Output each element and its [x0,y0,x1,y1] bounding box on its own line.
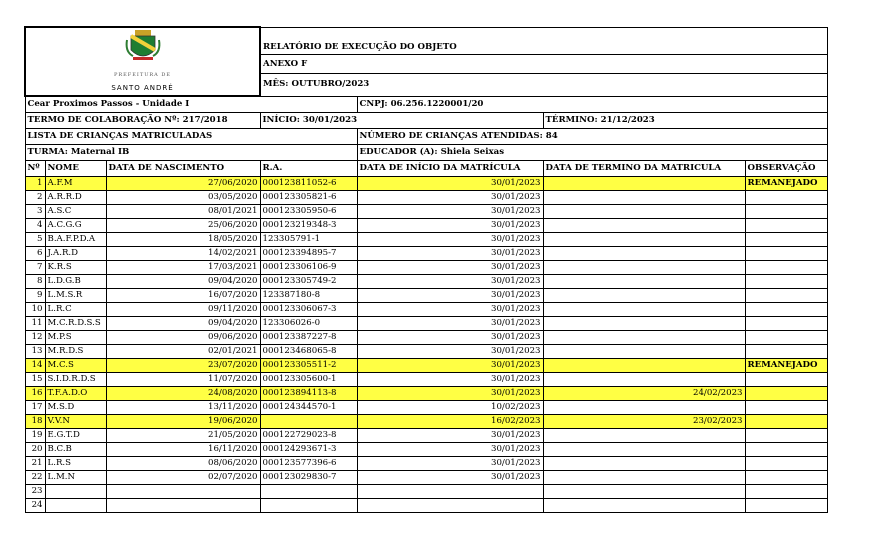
row-number: 16 [25,387,45,401]
table-row [25,303,827,317]
row-name: S.I.D.R.D.S [45,373,106,387]
row-ra: 123306026-0 [260,317,357,331]
row-birth-date: 19/06/2020 [106,415,260,429]
table-row [25,275,827,289]
row-observation [745,457,827,471]
row-start-date: 30/01/2023 [357,219,543,233]
row-birth-date: 02/01/2021 [106,345,260,359]
row-number: 24 [25,499,45,513]
class-label: TURMA: Maternal IB [25,145,357,161]
row-name: J.A.R.D [45,247,106,261]
row-name: M.P.S [45,331,106,345]
row-start-date: 30/01/2023 [357,317,543,331]
table-row [25,289,827,303]
row-observation [745,303,827,317]
report-sheet [24,26,828,513]
table-row [25,219,827,233]
row-start-date: 16/02/2023 [357,415,543,429]
table-row [25,233,827,247]
row-end-date [543,177,745,191]
table-row [25,415,827,429]
row-birth-date: 21/05/2020 [106,429,260,443]
row-birth-date: 08/01/2021 [106,205,260,219]
row-name: M.C.R.D.S.S [45,317,106,331]
end-label: TÉRMINO: 21/12/2023 [543,113,827,129]
row-number: 3 [25,205,45,219]
table-row [25,471,827,485]
row-observation [745,415,827,429]
row-observation [745,247,827,261]
row-birth-date [106,499,260,513]
row-observation [745,499,827,513]
row-end-date [543,345,745,359]
row-start-date: 30/01/2023 [357,247,543,261]
row-observation [745,191,827,205]
logo-cell [25,27,260,96]
row-end-date [543,457,745,471]
row-number: 1 [25,177,45,191]
row-ra: 000123811052-6 [260,177,357,191]
table-row [25,177,827,191]
term-label: TERMO DE COLABORAÇÃO Nº: 217/2018 [25,113,260,129]
table-row [25,317,827,331]
col-start: DATA DE INÍCIO DA MATRÍCULA [357,161,543,177]
row-name: V.V.N [45,415,106,429]
row-start-date: 30/01/2023 [357,331,543,345]
row-end-date [543,261,745,275]
row-ra: 000123577396-6 [260,457,357,471]
row-number: 10 [25,303,45,317]
row-number: 11 [25,317,45,331]
row-name: A.S.C [45,205,106,219]
row-birth-date: 17/03/2021 [106,261,260,275]
row-number: 22 [25,471,45,485]
row-number: 15 [25,373,45,387]
col-ra: R.A. [260,161,357,177]
table-row [25,373,827,387]
row-end-date [543,429,745,443]
row-end-date [543,359,745,373]
row-start-date [357,499,543,513]
row-birth-date: 16/11/2020 [106,443,260,457]
table-row [25,387,827,401]
row-observation [745,373,827,387]
row-end-date [543,247,745,261]
row-ra: 000123305821-6 [260,191,357,205]
row-ra [260,499,357,513]
row-name: K.R.S [45,261,106,275]
row-start-date: 30/01/2023 [357,457,543,471]
row-ra [260,485,357,499]
row-ra: 000123894113-8 [260,387,357,401]
table-row [25,205,827,219]
table-row [25,401,827,415]
row-number: 23 [25,485,45,499]
row-number: 8 [25,275,45,289]
row-birth-date: 14/02/2021 [106,247,260,261]
table-row [25,261,827,275]
row-ra: 000123305511-2 [260,359,357,373]
table-row [25,331,827,345]
row-birth-date [106,485,260,499]
row-end-date [543,289,745,303]
row-birth-date: 11/07/2020 [106,373,260,387]
table-row [25,191,827,205]
row-name: B.A.F.P.D.A [45,233,106,247]
row-number: 2 [25,191,45,205]
row-observation: REMANEJADO [745,177,827,191]
table-row [25,247,827,261]
row-ra: 000123029830-7 [260,471,357,485]
table-row [25,443,827,457]
row-ra: 000123468065-8 [260,345,357,359]
row-birth-date: 09/04/2020 [106,275,260,289]
report-title: RELATÓRIO DE EXECUÇÃO DO OBJETO [260,27,827,55]
row-birth-date: 13/11/2020 [106,401,260,415]
month-label: MÊS: OUTUBRO/2023 [260,73,827,96]
row-start-date: 30/01/2023 [357,373,543,387]
row-ra: 000124344570-1 [260,401,357,415]
row-observation [745,289,827,303]
row-end-date [543,233,745,247]
row-observation [745,219,827,233]
row-observation [745,331,827,345]
row-ra: 000124293671-3 [260,443,357,457]
row-number: 20 [25,443,45,457]
row-birth-date: 18/05/2020 [106,233,260,247]
row-name: M.S.D [45,401,106,415]
row-start-date: 30/01/2023 [357,289,543,303]
row-birth-date: 16/07/2020 [106,289,260,303]
row-start-date: 30/01/2023 [357,205,543,219]
row-observation [745,205,827,219]
row-name: L.M.S.R [45,289,106,303]
row-name [45,499,106,513]
row-end-date [543,373,745,387]
row-observation [745,387,827,401]
row-birth-date: 09/11/2020 [106,303,260,317]
row-name: A.R.R.D [45,191,106,205]
col-observation: OBSERVAÇÃO [745,161,827,177]
start-label: INÍCIO: 30/01/2023 [260,113,543,129]
row-birth-date: 23/07/2020 [106,359,260,373]
row-end-date [543,317,745,331]
table-row [25,429,827,443]
row-end-date [543,191,745,205]
row-number: 21 [25,457,45,471]
row-name: M.R.D.S [45,345,106,359]
row-name: T.F.A.D.O [45,387,106,401]
row-ra: 000123219348-3 [260,219,357,233]
row-name: L.R.S [45,457,106,471]
row-start-date: 30/01/2023 [357,261,543,275]
row-name: L.M.N [45,471,106,485]
unit-label: Cear Proximos Passos - Unidade I [25,96,357,113]
row-ra: 000123305749-2 [260,275,357,289]
row-observation [745,401,827,415]
row-name: A.C.G.G [45,219,106,233]
col-number: Nº [25,161,45,177]
logo-subtitle: PREFEITURA DE [113,72,172,78]
row-observation [745,443,827,457]
row-end-date [543,303,745,317]
column-header-row [25,161,827,177]
row-birth-date: 27/06/2020 [106,177,260,191]
row-number: 6 [25,247,45,261]
row-name: A.F.M [45,177,106,191]
row-end-date [543,485,745,499]
row-ra: 000123387227-8 [260,331,357,345]
row-observation [745,345,827,359]
row-end-date [543,401,745,415]
row-ra: 000123394895-7 [260,247,357,261]
row-start-date: 30/01/2023 [357,443,543,457]
row-end-date [543,499,745,513]
table-row [25,499,827,513]
report-table [24,26,828,513]
children-count: NÚMERO DE CRIANÇAS ATENDIDAS: 84 [357,129,827,145]
row-start-date: 30/01/2023 [357,471,543,485]
row-start-date: 30/01/2023 [357,275,543,289]
row-start-date: 30/01/2023 [357,233,543,247]
row-end-date [543,219,745,233]
list-title: LISTA DE CRIANÇAS MATRICULADAS [25,129,357,145]
row-start-date: 30/01/2023 [357,191,543,205]
row-observation: REMANEJADO [745,359,827,373]
row-end-date [543,471,745,485]
row-start-date: 30/01/2023 [357,303,543,317]
row-number: 4 [25,219,45,233]
row-birth-date: 24/08/2020 [106,387,260,401]
row-name [45,485,106,499]
row-number: 7 [25,261,45,275]
table-row [25,345,827,359]
row-observation [745,261,827,275]
col-end: DATA DE TERMINO DA MATRICULA [543,161,745,177]
row-number: 12 [25,331,45,345]
row-birth-date: 09/04/2020 [106,317,260,331]
row-start-date: 30/01/2023 [357,177,543,191]
row-ra: 000123306067-3 [260,303,357,317]
row-end-date: 24/02/2023 [543,387,745,401]
row-observation [745,233,827,247]
row-end-date [543,275,745,289]
city-logo [88,28,198,95]
row-ra: 000122729023-8 [260,429,357,443]
row-birth-date: 08/06/2020 [106,457,260,471]
row-birth-date: 02/07/2020 [106,471,260,485]
row-end-date [543,205,745,219]
row-number: 5 [25,233,45,247]
row-observation [745,275,827,289]
row-number: 9 [25,289,45,303]
row-start-date: 10/02/2023 [357,401,543,415]
row-observation [745,429,827,443]
row-start-date: 30/01/2023 [357,345,543,359]
coat-of-arms-icon [123,28,163,64]
row-name: L.D.G.B [45,275,106,289]
row-ra: 123387180-8 [260,289,357,303]
annex-label: ANEXO F [260,55,827,74]
row-birth-date: 09/06/2020 [106,331,260,345]
row-number: 14 [25,359,45,373]
col-birth: DATA DE NASCIMENTO [106,161,260,177]
row-observation [745,471,827,485]
educator-label: EDUCADOR (A): Shiela Seixas [357,145,827,161]
row-birth-date: 03/05/2020 [106,191,260,205]
row-start-date: 30/01/2023 [357,387,543,401]
row-end-date: 23/02/2023 [543,415,745,429]
row-start-date: 30/01/2023 [357,359,543,373]
col-name: NOME [45,161,106,177]
row-ra: 000123306106-9 [260,261,357,275]
row-number: 17 [25,401,45,415]
table-row [25,485,827,499]
table-row [25,359,827,373]
table-row [25,457,827,471]
row-start-date: 30/01/2023 [357,429,543,443]
row-number: 13 [25,345,45,359]
row-observation [745,317,827,331]
row-ra: 000123305600-1 [260,373,357,387]
row-end-date [543,331,745,345]
row-name: L.R.C [45,303,106,317]
row-number: 19 [25,429,45,443]
row-name: E.G.T.D [45,429,106,443]
row-observation [745,485,827,499]
row-ra [260,415,357,429]
row-ra: 000123305950-6 [260,205,357,219]
cnpj-label: CNPJ: 06.256.1220001/20 [357,96,827,113]
row-start-date [357,485,543,499]
row-name: B.C.B [45,443,106,457]
row-ra: 123305791-1 [260,233,357,247]
row-end-date [543,443,745,457]
row-name: M.C.S [45,359,106,373]
row-number: 18 [25,415,45,429]
logo-city: SANTO ANDRÉ [111,84,174,92]
row-birth-date: 25/06/2020 [106,219,260,233]
